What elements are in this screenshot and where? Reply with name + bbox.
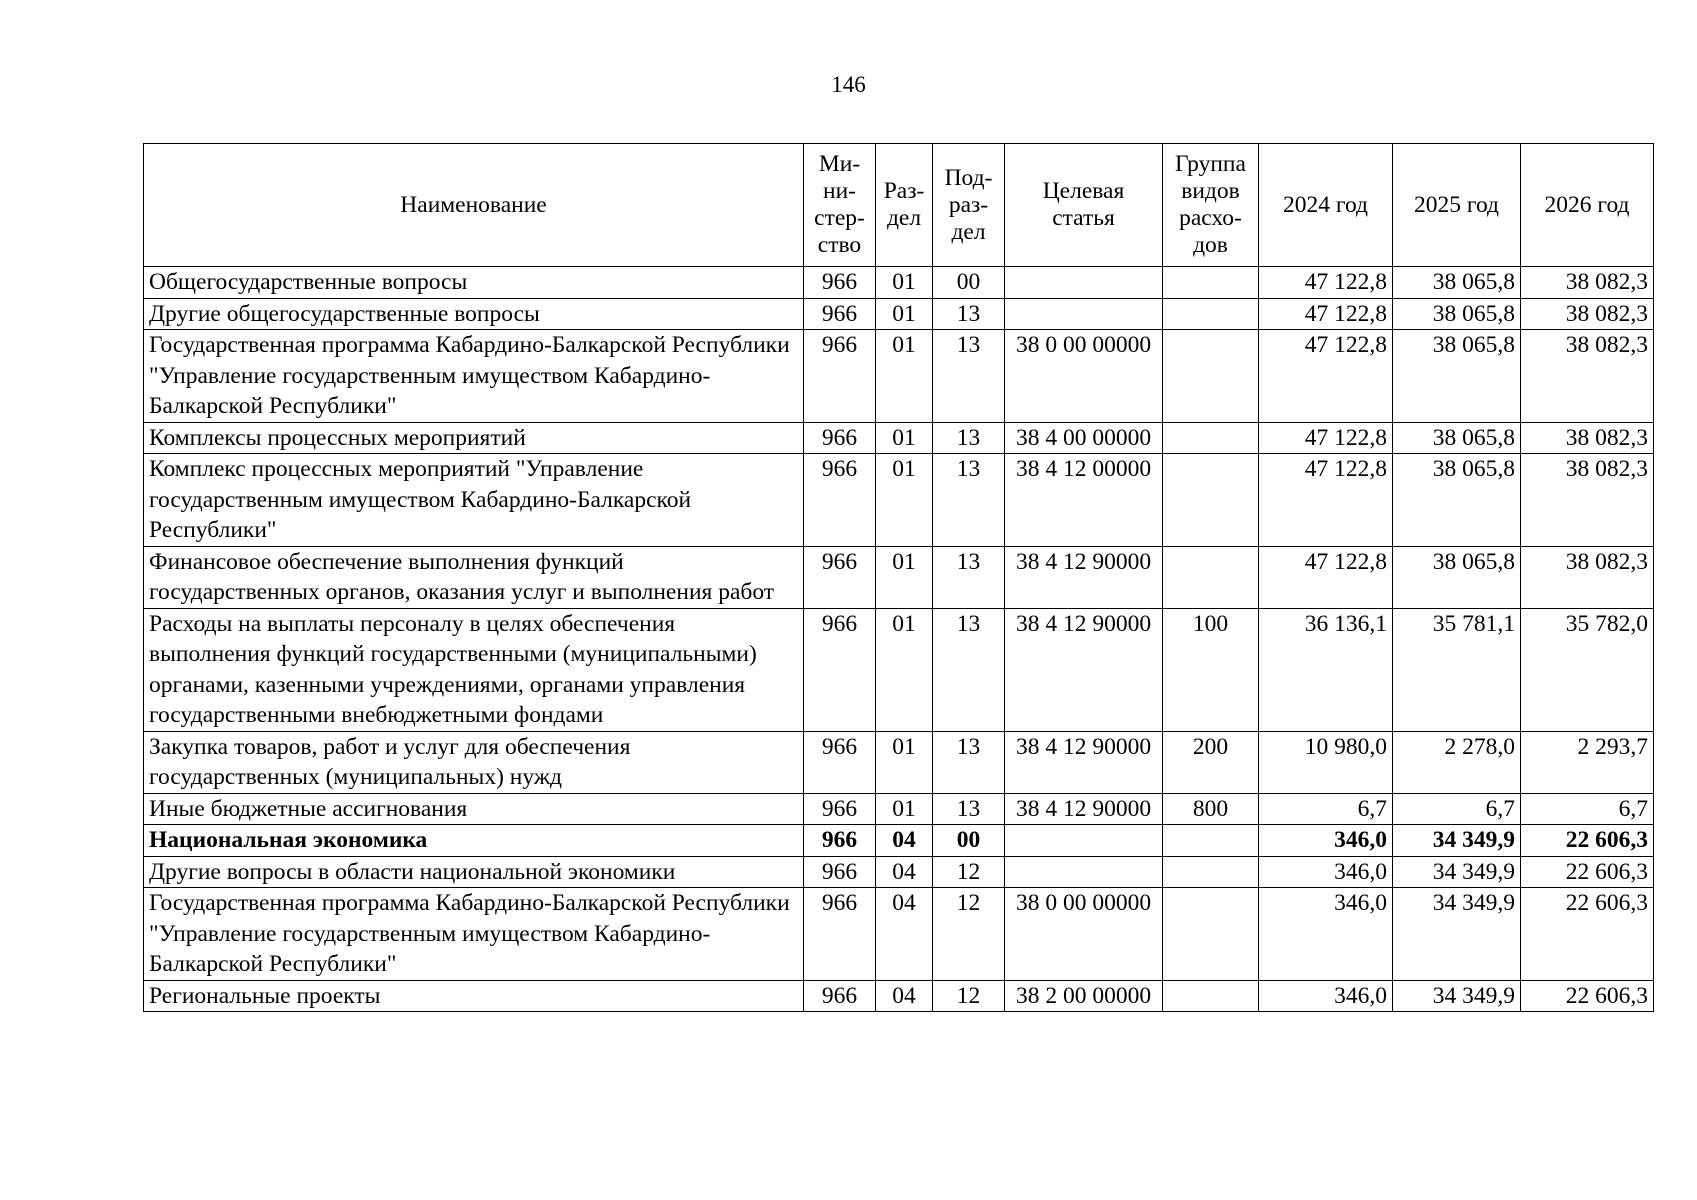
table-row xyxy=(144,793,1654,825)
cell-2025: 38 065,8 xyxy=(1393,454,1521,547)
cell-name: Закупка товаров, работ и услуг для обеспечения государственных (муниципальных) нужд xyxy=(144,731,804,793)
cell-2025: 35 781,1 xyxy=(1393,608,1521,731)
cell-2026: 38 082,3 xyxy=(1521,454,1654,547)
cell-2025: 38 065,8 xyxy=(1393,546,1521,608)
cell-subsection: 12 xyxy=(933,856,1005,888)
cell-group xyxy=(1163,856,1259,888)
cell-subsection: 13 xyxy=(933,298,1005,330)
cell-target xyxy=(1005,298,1163,330)
cell-subsection: 12 xyxy=(933,980,1005,1012)
cell-subsection: 13 xyxy=(933,330,1005,423)
cell-2026: 38 082,3 xyxy=(1521,330,1654,423)
cell-subsection: 13 xyxy=(933,731,1005,793)
cell-2024: 47 122,8 xyxy=(1259,546,1393,608)
cell-2025: 6,7 xyxy=(1393,793,1521,825)
cell-ministry: 966 xyxy=(804,330,876,423)
header-section: Раз- дел xyxy=(876,144,933,267)
cell-section: 01 xyxy=(876,608,933,731)
cell-2026: 22 606,3 xyxy=(1521,980,1654,1012)
cell-subsection: 13 xyxy=(933,608,1005,731)
table-header-row xyxy=(144,144,1654,267)
cell-name: Расходы на выплаты персоналу в целях обеспечения выполнения функций государственными (муниципальными) органами, казенными учреждениями, органами управления государственными внебюджетными фондами xyxy=(144,608,804,731)
cell-ministry: 966 xyxy=(804,793,876,825)
header-2024: 2024 год xyxy=(1259,144,1393,267)
cell-group xyxy=(1163,267,1259,299)
cell-subsection: 00 xyxy=(933,825,1005,857)
cell-2024: 47 122,8 xyxy=(1259,330,1393,423)
cell-2026: 22 606,3 xyxy=(1521,825,1654,857)
cell-target: 38 4 12 00000 xyxy=(1005,454,1163,547)
cell-section: 04 xyxy=(876,980,933,1012)
cell-target: 38 4 12 90000 xyxy=(1005,546,1163,608)
cell-name: Национальная экономика xyxy=(144,825,804,857)
cell-2025: 34 349,9 xyxy=(1393,888,1521,981)
cell-name: Государственная программа Кабардино-Балкарской Республики "Управление государственным имуществом Кабардино-Балкарской Республики" xyxy=(144,888,804,981)
cell-group xyxy=(1163,298,1259,330)
cell-group xyxy=(1163,330,1259,423)
cell-2024: 47 122,8 xyxy=(1259,298,1393,330)
cell-2025: 38 065,8 xyxy=(1393,267,1521,299)
table-row xyxy=(144,608,1654,731)
cell-section: 01 xyxy=(876,793,933,825)
cell-name: Другие вопросы в области национальной экономики xyxy=(144,856,804,888)
header-target: Целевая статья xyxy=(1005,144,1163,267)
table-row xyxy=(144,298,1654,330)
cell-target xyxy=(1005,825,1163,857)
cell-section: 01 xyxy=(876,330,933,423)
cell-2024: 6,7 xyxy=(1259,793,1393,825)
cell-name: Государственная программа Кабардино-Балкарской Республики "Управление государственным имуществом Кабардино-Балкарской Республики" xyxy=(144,330,804,423)
cell-2024: 36 136,1 xyxy=(1259,608,1393,731)
cell-2024: 346,0 xyxy=(1259,856,1393,888)
cell-2026: 35 782,0 xyxy=(1521,608,1654,731)
cell-group xyxy=(1163,825,1259,857)
cell-2026: 2 293,7 xyxy=(1521,731,1654,793)
header-2025: 2025 год xyxy=(1393,144,1521,267)
page-number: 146 xyxy=(831,72,866,97)
cell-target xyxy=(1005,267,1163,299)
cell-ministry: 966 xyxy=(804,608,876,731)
cell-section: 01 xyxy=(876,422,933,454)
cell-2026: 38 082,3 xyxy=(1521,298,1654,330)
cell-2024: 346,0 xyxy=(1259,888,1393,981)
cell-ministry: 966 xyxy=(804,298,876,330)
cell-group xyxy=(1163,888,1259,981)
cell-name: Региональные проекты xyxy=(144,980,804,1012)
cell-name: Иные бюджетные ассигнования xyxy=(144,793,804,825)
cell-section: 01 xyxy=(876,546,933,608)
header-2026: 2026 год xyxy=(1521,144,1654,267)
cell-2024: 47 122,8 xyxy=(1259,454,1393,547)
cell-target: 38 0 00 00000 xyxy=(1005,330,1163,423)
cell-group: 200 xyxy=(1163,731,1259,793)
cell-section: 04 xyxy=(876,825,933,857)
cell-section: 04 xyxy=(876,856,933,888)
cell-ministry: 966 xyxy=(804,980,876,1012)
cell-subsection: 13 xyxy=(933,793,1005,825)
cell-group: 100 xyxy=(1163,608,1259,731)
cell-section: 04 xyxy=(876,888,933,981)
cell-ministry: 966 xyxy=(804,546,876,608)
table-row xyxy=(144,731,1654,793)
cell-2026: 22 606,3 xyxy=(1521,888,1654,981)
cell-section: 01 xyxy=(876,267,933,299)
cell-group xyxy=(1163,980,1259,1012)
table-row xyxy=(144,546,1654,608)
header-ministry: Ми- ни- стер- ство xyxy=(804,144,876,267)
cell-2025: 2 278,0 xyxy=(1393,731,1521,793)
cell-target: 38 4 00 00000 xyxy=(1005,422,1163,454)
cell-subsection: 12 xyxy=(933,888,1005,981)
cell-group xyxy=(1163,546,1259,608)
cell-2025: 34 349,9 xyxy=(1393,856,1521,888)
table-row xyxy=(144,330,1654,423)
cell-group: 800 xyxy=(1163,793,1259,825)
cell-subsection: 13 xyxy=(933,422,1005,454)
cell-ministry: 966 xyxy=(804,825,876,857)
cell-2025: 34 349,9 xyxy=(1393,980,1521,1012)
cell-2026: 6,7 xyxy=(1521,793,1654,825)
cell-2025: 38 065,8 xyxy=(1393,422,1521,454)
cell-name: Общегосударственные вопросы xyxy=(144,267,804,299)
table-row xyxy=(144,267,1654,299)
cell-2025: 38 065,8 xyxy=(1393,298,1521,330)
cell-subsection: 13 xyxy=(933,454,1005,547)
cell-2026: 38 082,3 xyxy=(1521,422,1654,454)
budget-table xyxy=(143,143,1654,1012)
cell-group xyxy=(1163,422,1259,454)
cell-2026: 38 082,3 xyxy=(1521,546,1654,608)
cell-2024: 47 122,8 xyxy=(1259,422,1393,454)
cell-subsection: 13 xyxy=(933,546,1005,608)
table-row xyxy=(144,454,1654,547)
cell-section: 01 xyxy=(876,731,933,793)
cell-subsection: 00 xyxy=(933,267,1005,299)
cell-section: 01 xyxy=(876,298,933,330)
cell-name: Финансовое обеспечение выполнения функций государственных органов, оказания услуг и выполнения работ xyxy=(144,546,804,608)
table-row xyxy=(144,422,1654,454)
cell-target: 38 4 12 90000 xyxy=(1005,793,1163,825)
cell-target: 38 4 12 90000 xyxy=(1005,608,1163,731)
header-name: Наименование xyxy=(144,144,804,267)
cell-2024: 10 980,0 xyxy=(1259,731,1393,793)
cell-target: 38 4 12 90000 xyxy=(1005,731,1163,793)
cell-name: Комплексы процессных мероприятий xyxy=(144,422,804,454)
cell-2026: 22 606,3 xyxy=(1521,856,1654,888)
cell-2024: 346,0 xyxy=(1259,825,1393,857)
cell-target: 38 2 00 00000 xyxy=(1005,980,1163,1012)
cell-2026: 38 082,3 xyxy=(1521,267,1654,299)
cell-2025: 34 349,9 xyxy=(1393,825,1521,857)
cell-ministry: 966 xyxy=(804,731,876,793)
header-subsection: Под- раз- дел xyxy=(933,144,1005,267)
cell-ministry: 966 xyxy=(804,888,876,981)
cell-ministry: 966 xyxy=(804,267,876,299)
cell-name: Другие общегосударственные вопросы xyxy=(144,298,804,330)
cell-ministry: 966 xyxy=(804,856,876,888)
cell-ministry: 966 xyxy=(804,454,876,547)
cell-ministry: 966 xyxy=(804,422,876,454)
table-row xyxy=(144,856,1654,888)
cell-group xyxy=(1163,454,1259,547)
cell-target xyxy=(1005,856,1163,888)
table-row xyxy=(144,888,1654,981)
cell-name: Комплекс процессных мероприятий "Управление государственным имуществом Кабардино-Балкарской Республики" xyxy=(144,454,804,547)
cell-section: 01 xyxy=(876,454,933,547)
cell-2024: 346,0 xyxy=(1259,980,1393,1012)
table-row xyxy=(144,980,1654,1012)
cell-2024: 47 122,8 xyxy=(1259,267,1393,299)
cell-2025: 38 065,8 xyxy=(1393,330,1521,423)
table-body xyxy=(144,267,1654,1012)
table-row xyxy=(144,825,1654,857)
cell-target: 38 0 00 00000 xyxy=(1005,888,1163,981)
header-group: Группа видов расхо- дов xyxy=(1163,144,1259,267)
